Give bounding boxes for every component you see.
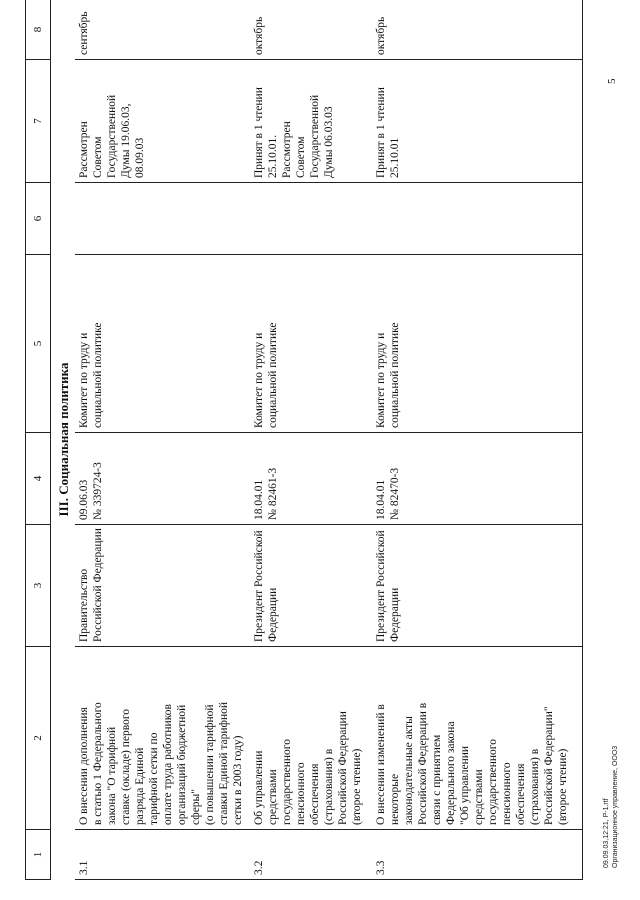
- status-line: Рассмотрен: [78, 121, 90, 178]
- column-number-row: [26, 0, 51, 880]
- committee: [75, 255, 250, 433]
- committee-line: Комитет по труду и: [78, 332, 90, 428]
- committee: [250, 255, 372, 433]
- bill-title: [250, 647, 372, 830]
- bill-number: № 82470-3: [389, 467, 401, 520]
- bill-number: № 82461-3: [267, 467, 279, 520]
- bill-title-line: Российской Федерации в: [417, 702, 429, 825]
- bill-title-line: пенсионного: [501, 762, 513, 825]
- bill-title-line: тарифной сетки по: [148, 732, 160, 825]
- bill-title-line: сферы": [190, 789, 202, 825]
- committee-line: социальной политике: [389, 322, 401, 428]
- initiator-line: Президент Российской: [375, 530, 387, 642]
- empty-cell: [372, 183, 582, 255]
- status: [75, 60, 250, 183]
- submission-date: 18.04.01: [375, 479, 387, 520]
- status-line: Государственной: [106, 94, 118, 178]
- bill-title-line: Федерального закона: [445, 721, 457, 825]
- bill-title-line: (страхования) в: [323, 748, 335, 825]
- planned-month: октябрь: [250, 0, 372, 60]
- date-number: [372, 433, 582, 525]
- bill-title-line: О внесении изменений в: [375, 704, 387, 825]
- col-number-2: 2: [26, 647, 51, 830]
- footer-file-info: 09.09.03,12:21, P-1.rtf: [603, 798, 610, 868]
- table-row: [372, 0, 582, 880]
- bill-title-line: государственного: [281, 739, 293, 825]
- bill-title-line: ставке (окладе) первого: [120, 708, 132, 825]
- footer-department: Организационное управление, ООО3: [612, 745, 619, 868]
- status-line: Принят в 1 чтении: [375, 87, 387, 178]
- col-number-4: 4: [26, 433, 51, 525]
- status-line: Советом: [92, 136, 104, 178]
- row-number: 3.3: [372, 830, 582, 880]
- bill-title: [372, 647, 582, 830]
- col-number-5: 5: [26, 255, 51, 433]
- bill-title-line: в статью 1 Федерального: [92, 702, 104, 825]
- col-number-3: 3: [26, 525, 51, 647]
- col-number-7: 7: [26, 60, 51, 183]
- status-line: 25.10.01.: [267, 134, 279, 178]
- initiator-line: Президент Российской: [253, 530, 265, 642]
- bill-title-line: "Об управлении: [459, 745, 471, 825]
- table-row: [250, 0, 372, 880]
- status-line: Принят в 1 чтении: [253, 87, 265, 178]
- initiator-line: Правительство: [78, 568, 90, 642]
- col-number-1: 1: [26, 830, 51, 880]
- bill-title-line: (о повышении тарифной: [204, 704, 216, 825]
- bill-title-line: закона "О тарифной: [106, 726, 118, 825]
- committee: [372, 255, 582, 433]
- rotated-sheet: [25, 0, 585, 880]
- initiator-line: Российской Федерации: [92, 528, 104, 642]
- bill-number: № 339724-3: [92, 462, 104, 520]
- committee-line: социальной политике: [92, 322, 104, 428]
- bill-title-line: О внесении дополнения: [78, 707, 90, 825]
- document-footer: [602, 746, 620, 868]
- bill-title-line: (второе чтение): [351, 748, 363, 825]
- section-row: [51, 0, 76, 880]
- table-row: [75, 0, 250, 880]
- bill-title-line: обеспечения: [515, 763, 527, 825]
- empty-cell: [75, 183, 250, 255]
- initiator: [75, 525, 250, 647]
- row-number: 3.2: [250, 830, 372, 880]
- col-number-8: 8: [26, 0, 51, 60]
- initiator-line: Федерации: [267, 587, 279, 642]
- bill-title-line: разряда Единой: [134, 747, 146, 825]
- bill-title-line: средствами: [267, 769, 279, 825]
- date-number: [75, 433, 250, 525]
- bill-title-line: Об управлении: [253, 750, 265, 825]
- status: [372, 60, 582, 183]
- initiator: [372, 525, 582, 647]
- committee-line: Комитет по труду и: [253, 332, 265, 428]
- empty-cell: [250, 183, 372, 255]
- bill-title-line: сетки в 2003 году): [232, 735, 244, 825]
- planned-month: сентябрь: [75, 0, 250, 60]
- status-line: Думы 06.03.03: [323, 106, 335, 178]
- status-line: 08.09.03: [134, 137, 146, 178]
- page-number: 5: [606, 78, 618, 84]
- bill-title-line: организаций бюджетной: [176, 704, 188, 825]
- row-number: 3.1: [75, 830, 250, 880]
- bill-title-line: законодательные акты: [403, 716, 415, 825]
- bill-title: [75, 647, 250, 830]
- status-line: Думы 19.06.03,: [120, 103, 132, 178]
- bill-title-line: пенсионного: [295, 762, 307, 825]
- planned-month: октябрь: [372, 0, 582, 60]
- status-line: Советом: [295, 136, 307, 178]
- bill-title-line: связи с принятием: [431, 734, 443, 825]
- committee-line: Комитет по труду и: [375, 332, 387, 428]
- initiator: [250, 525, 372, 647]
- bill-title-line: (страхования) в: [529, 748, 541, 825]
- bill-title-line: государственного: [487, 739, 499, 825]
- bill-title-line: Российской Федерации: [337, 711, 349, 825]
- committee-line: социальной политике: [267, 322, 279, 428]
- bill-title-line: средствами: [473, 769, 485, 825]
- bill-title-line: (второе чтение): [557, 748, 569, 825]
- status-line: Государственной: [309, 94, 321, 178]
- status-line: 25.10.01: [389, 137, 401, 178]
- legislation-table: [25, 0, 583, 880]
- initiator-line: Федерации: [389, 587, 401, 642]
- submission-date: 09.06.03: [78, 479, 90, 520]
- bill-title-line: некоторые: [389, 773, 401, 825]
- date-number: [250, 433, 372, 525]
- bill-title-line: ставки Единой тарифной: [218, 701, 230, 825]
- bill-title-line: оплате труда работников: [162, 704, 174, 825]
- submission-date: 18.04.01: [253, 479, 265, 520]
- status-line: Рассмотрен: [281, 121, 293, 178]
- bill-title-line: обеспечения: [309, 763, 321, 825]
- col-number-6: 6: [26, 183, 51, 255]
- bill-title-line: Российской Федерации": [543, 706, 555, 825]
- status: [250, 60, 372, 183]
- section-title: III. Социальная политика: [56, 362, 71, 517]
